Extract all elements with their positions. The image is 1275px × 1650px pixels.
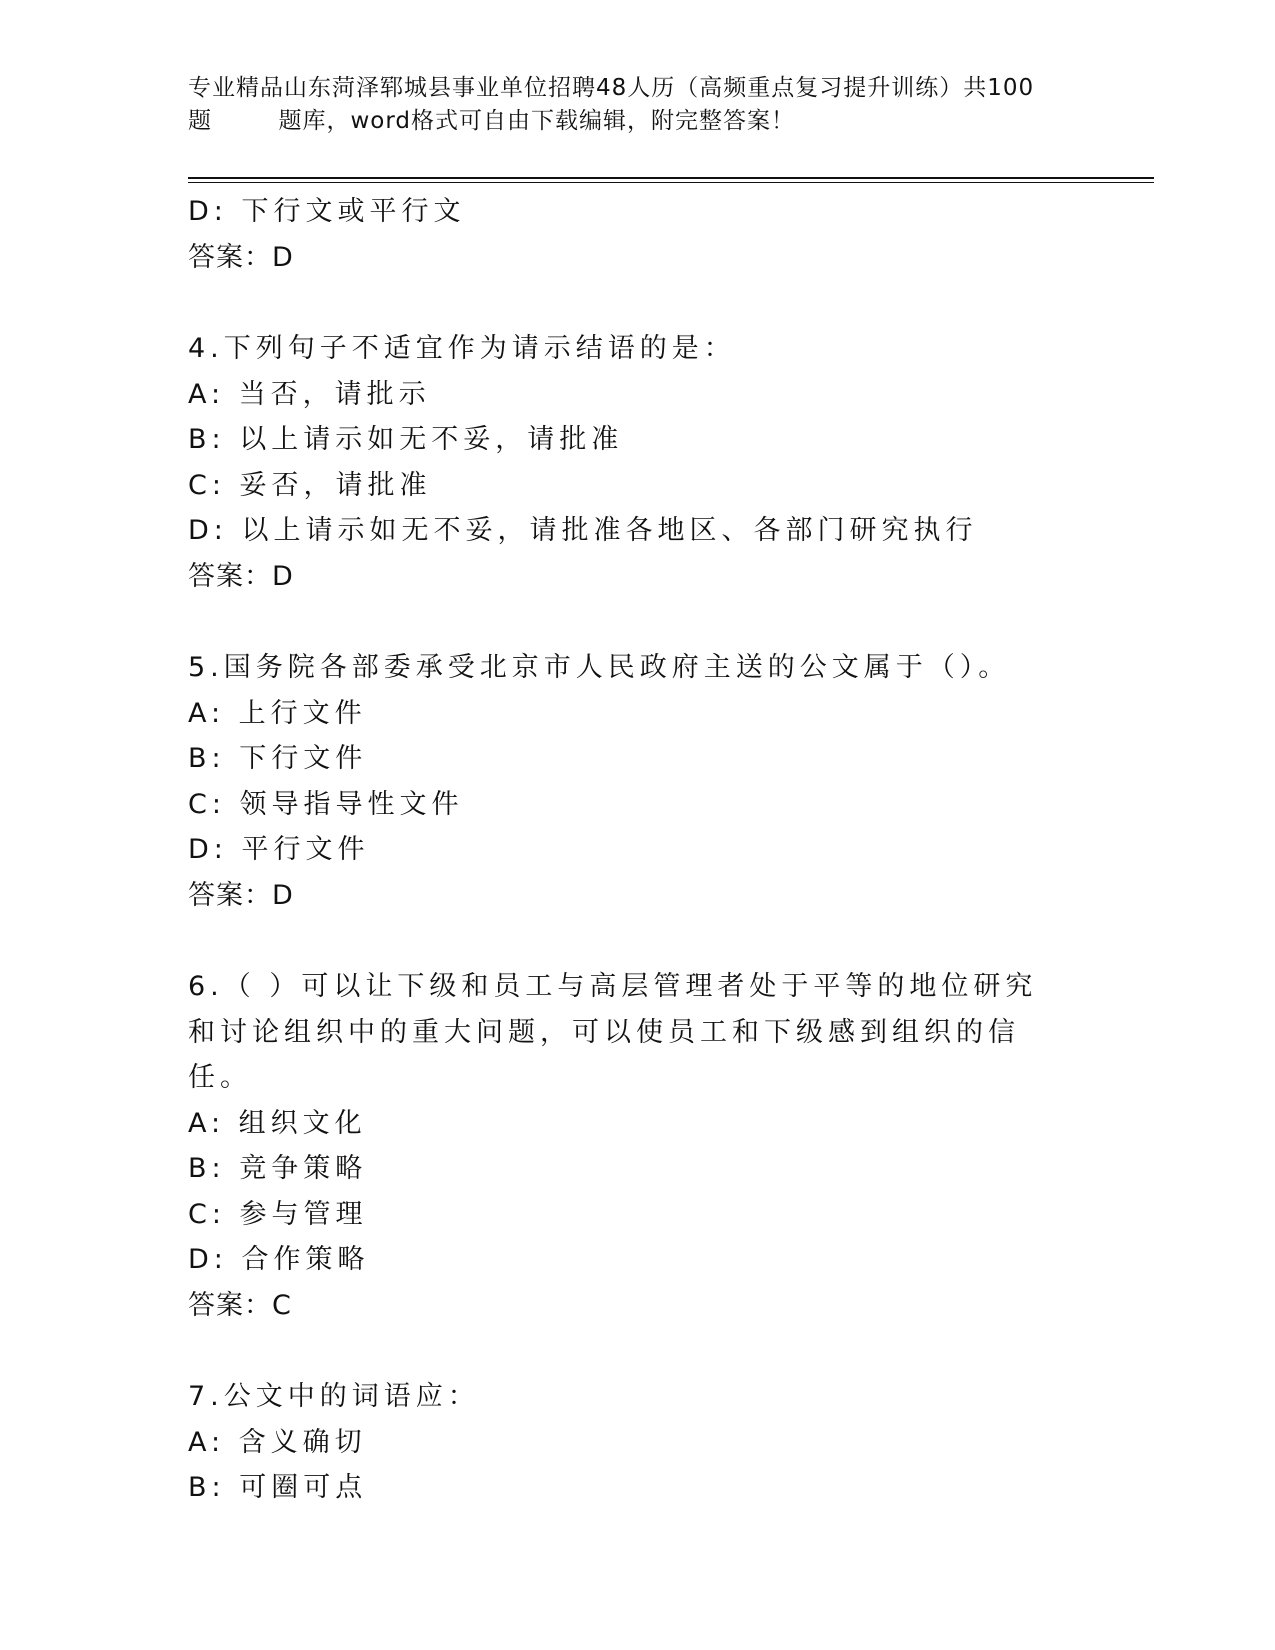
block-gap [188,280,1148,326]
block-gap [188,1328,1148,1374]
option-c: C: 参与管理 [188,1198,368,1230]
question-text: 7.公文中的词语应： [188,1381,480,1412]
question-block-6 [188,964,1148,1328]
option-a: A: 组织文化 [188,1107,367,1139]
question-text: 6.（ ）可以让下级和员工与高层管理者处于平等的地位研究和讨论组织中的重大问题，可以使员工和下级感到组织的信任。 [188,971,1038,1093]
block-gap [188,918,1148,964]
question-content [188,189,1148,1511]
option-c: C: 领导指导性文件 [188,788,464,820]
option-d: D: 合作策略 [188,1244,370,1275]
option-c: C: 妥否，请批准 [188,469,432,501]
question-block-3 [188,189,1148,280]
option-d: D: 平行文件 [188,834,370,865]
answer-line: 答案：D [188,560,294,592]
answer-line: 答案：C [188,1289,292,1321]
question-block-4 [188,326,1148,599]
option-b: B: 以上请示如无不妥，请批准 [188,424,624,455]
option-b: B: 下行文件 [188,743,368,774]
page-header [188,72,1088,138]
option-d: D: 以上请示如无不妥，请批准各地区、各部门研究执行 [188,515,978,546]
header-divider-thin [188,182,1154,183]
option-a: A: 当否，请批示 [188,378,431,410]
option-b: B: 竞争策略 [188,1153,368,1184]
question-text: 4.下列句子不适宜作为请示结语的是： [188,333,736,364]
header-title-line-1: 专业精品山东菏泽郓城县事业单位招聘48人历（高频重点复习提升训练）共100 [188,75,1035,101]
question-text: 5.国务院各部委承受北京市人民政府主送的公文属于（）。 [188,652,1011,683]
answer-line: 答案：D [188,241,294,273]
option-b: B: 可圈可点 [188,1472,368,1503]
block-gap [188,599,1148,645]
option-a: A: 含义确切 [188,1426,367,1458]
header-divider-thick [188,177,1154,179]
question-block-5 [188,645,1148,918]
option-a: A: 上行文件 [188,697,367,729]
question-block-7 [188,1374,1148,1511]
header-title-line-2: 题 题库，word格式可自由下载编辑，附完整答案！ [188,108,796,134]
option-d: D: 下行文或平行文 [188,196,466,227]
answer-line: 答案：D [188,879,294,911]
